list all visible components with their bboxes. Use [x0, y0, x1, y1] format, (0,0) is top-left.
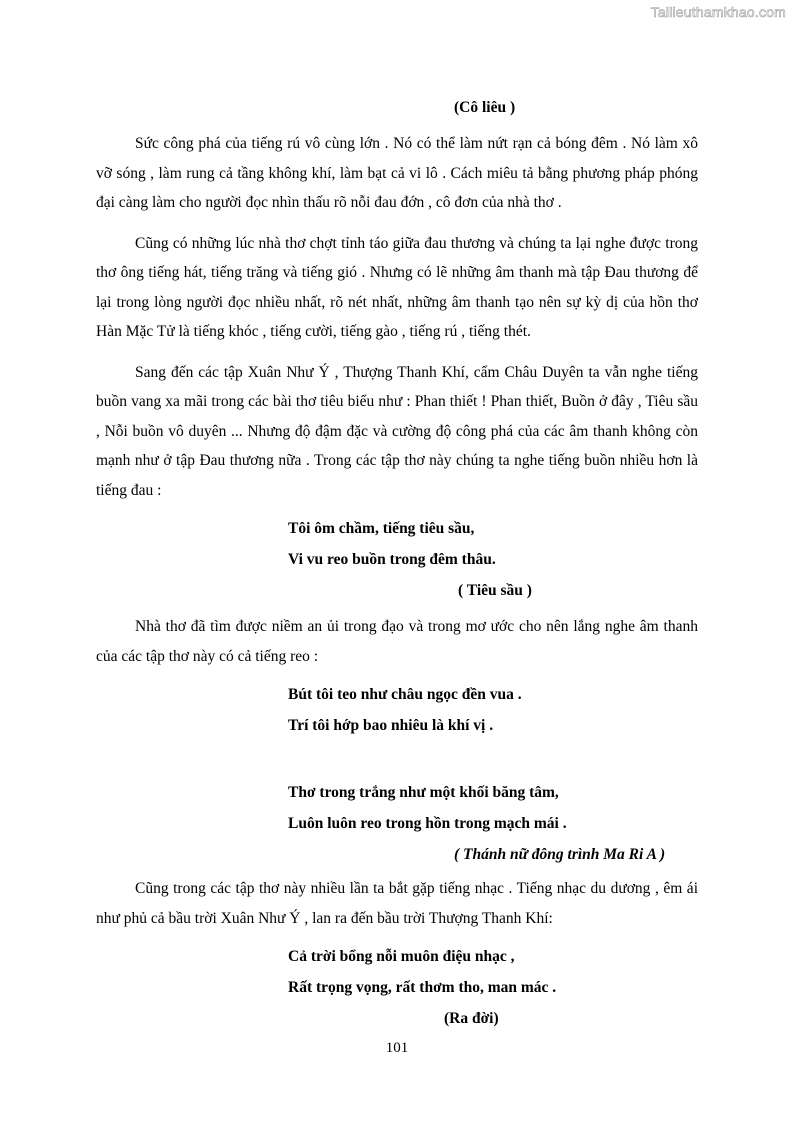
poem-source-co-lieu: (Cô liêu )	[454, 99, 516, 116]
poem-source: ( Thánh nữ đông trình Ma Ri A )	[454, 846, 666, 863]
poem-block-4	[96, 941, 698, 1034]
paragraph-5: Cũng trong các tập thơ này nhiều lần ta bắt gặp tiếng nhạc . Tiếng nhạc du dương , êm ái như phủ cả bầu trời Xuân Như Ý , lan ra đến bầu trời Thượng Thanh Khí:	[96, 880, 698, 927]
poem-block-1	[96, 513, 698, 606]
poem-line: Tôi ôm chầm, tiếng tiêu sầu,	[288, 520, 475, 537]
poem-line: Thơ trong trắng như một khối băng tâm,	[288, 784, 559, 801]
poem-block-2	[96, 679, 698, 741]
watermark: Tailieuthamkhao.com	[650, 4, 786, 20]
document-body	[96, 96, 698, 1034]
poem-line: Trí tôi hớp bao nhiêu là khí vị .	[288, 717, 494, 734]
paragraph-1: Sức công phá của tiếng rú vô cùng lớn . Nó có thể làm nứt rạn cả bóng đêm . Nó làm xô vỡ sóng , làm rung cả tầng không khí, làm bạt cả vi lô . Cách miêu tả bằng phương pháp phóng đại càng làm cho người đọc nhìn thấu rõ nỗi đau đớn , cô đơn của nhà thơ .	[96, 135, 698, 211]
paragraph-3: Sang đến các tập Xuân Như Ý , Thượng Thanh Khí, cẩm Châu Duyên ta vẫn nghe tiếng buồn vang xa mãi trong các bài thơ tiêu biểu như : Phan thiết ! Phan thiết, Buồn ở đây , Tiêu sầu , Nỗi buồn vô duyên ... Nhưng độ đậm đặc và cường độ công phá của các âm thanh không còn mạnh như ở tập Đau thương nữa . Trong các tập thơ này chúng ta nghe tiếng buồn nhiều hơn là tiếng đau :	[96, 363, 698, 499]
poem-source: (Ra đời)	[444, 1010, 499, 1027]
paragraph-2: Cũng có những lúc nhà thơ chợt tỉnh táo giữa đau thương và chúng ta lại nghe được trong thơ ông tiếng hát, tiếng trăng và tiếng gió . Nhưng có lẽ những âm thanh mà tập Đau thương để lại trong lòng người đọc nhiều nhất, rõ nét nhất, những âm thanh tạo nên sự kỳ dị của hồn thơ Hàn Mặc Tử là tiếng khóc , tiếng cười, tiếng gào , tiếng rú , tiếng thét.	[96, 234, 698, 340]
poem-source: ( Tiêu sầu )	[458, 582, 532, 599]
poem-block-3	[96, 777, 698, 870]
poem-line: Vi vu reo buồn trong đêm thâu.	[288, 551, 496, 568]
poem-line: Luôn luôn reo trong hồn trong mạch mái .	[288, 815, 567, 832]
page-number: 101	[385, 1040, 409, 1056]
poem-line: Rất trọng vọng, rất thơm tho, man mác .	[288, 979, 557, 996]
poem-line: Bút tôi teo như châu ngọc đền vua .	[288, 686, 522, 703]
paragraph-4: Nhà thơ đã tìm được niềm an ủi trong đạo và trong mơ ước cho nên lắng nghe âm thanh của các tập thơ này có cả tiếng reo :	[96, 618, 698, 665]
poem-line: Cả trời bổng nỗi muôn điệu nhạc ,	[288, 948, 515, 965]
